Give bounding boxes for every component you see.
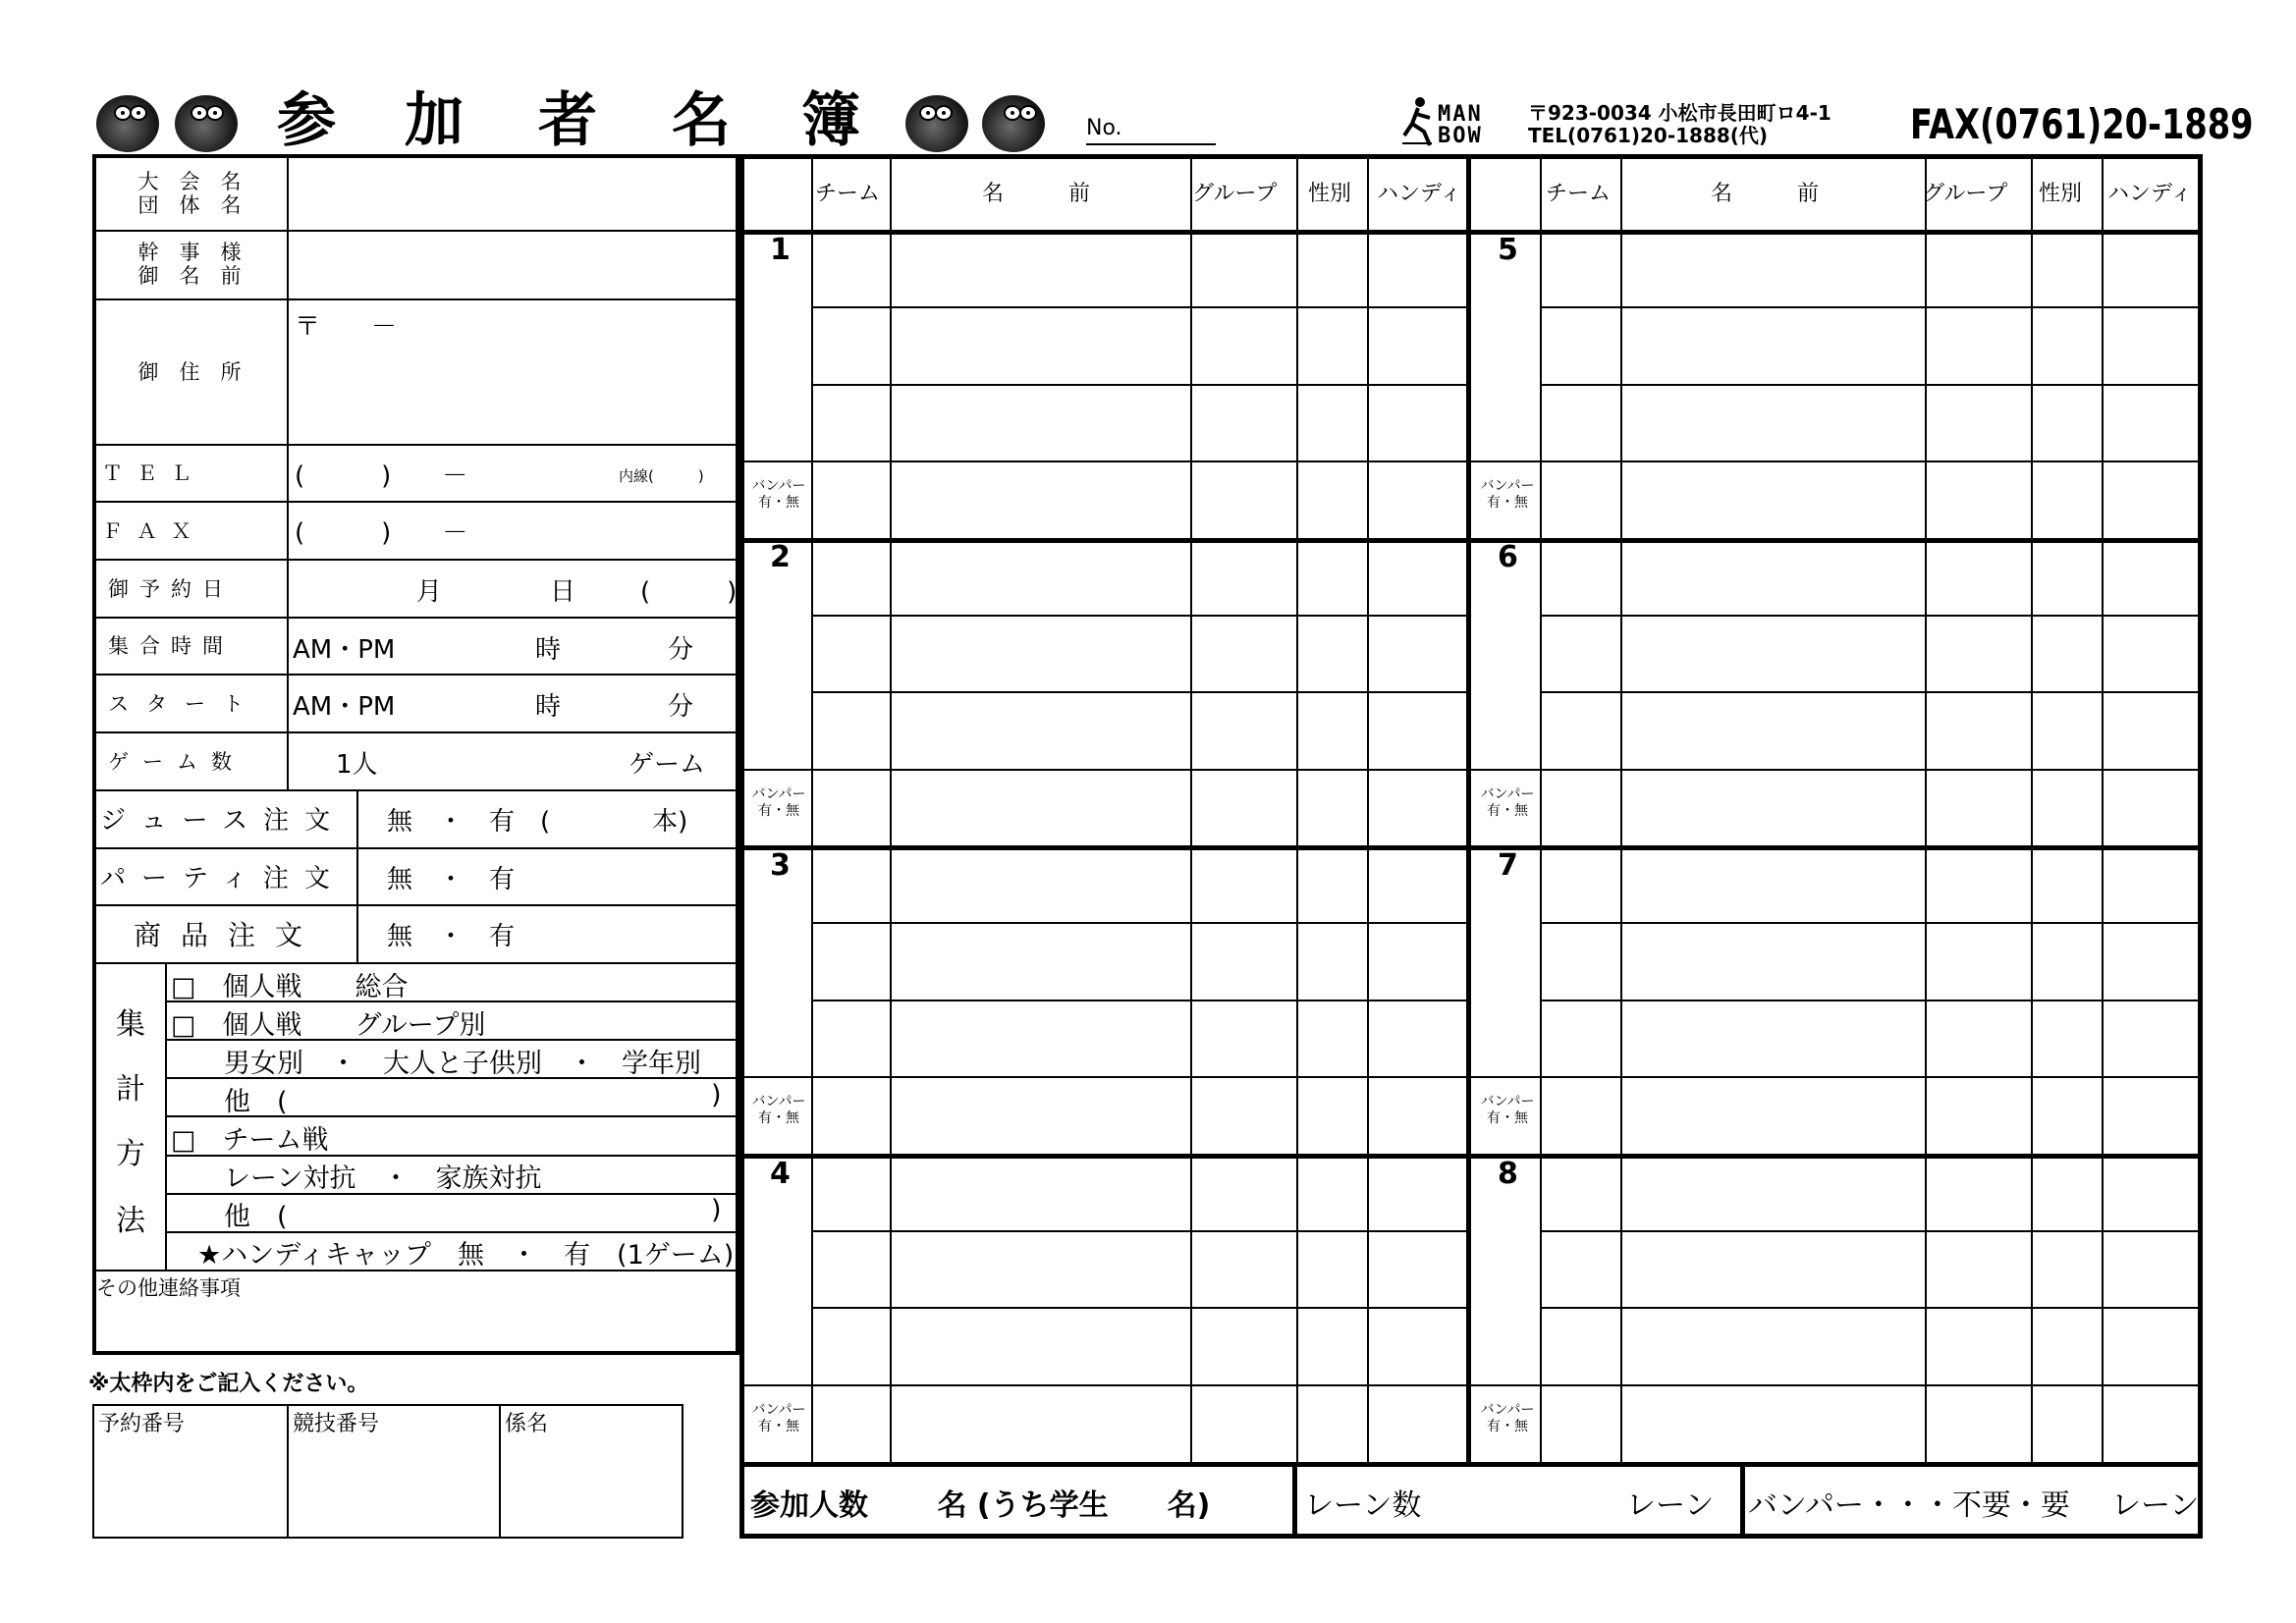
grid-rule [1466, 1076, 1540, 1078]
grid-rule [1466, 154, 1471, 1462]
start-ampm[interactable]: AM・PM [293, 692, 396, 722]
lane-number: 8 [1498, 1157, 1518, 1191]
bumper-option[interactable]: バンパー 有・無 [1480, 478, 1535, 511]
grid-rule [1740, 1462, 1745, 1539]
col-header-name: 名 前 [1711, 182, 1820, 206]
notes-field[interactable] [96, 1302, 735, 1351]
col-header-sex: 性別 [1308, 182, 1352, 206]
reservation-number-label: 予約番号 [98, 1412, 186, 1436]
shop-tel: TEL(0761)20-1888(代) [1528, 124, 1769, 147]
grid-rule [1292, 1462, 1297, 1539]
form-rule [92, 962, 739, 964]
juice-order-label: ジュース注文 [100, 806, 347, 836]
fax-label: ＦＡＸ [102, 518, 205, 543]
method-option[interactable]: □ 個人戦 総合 [171, 972, 409, 1002]
lane-number: 4 [770, 1157, 791, 1191]
staff-name-label: 係名 [505, 1412, 549, 1436]
start-hour[interactable]: 時 [535, 692, 562, 722]
reservation-month[interactable]: 月 [416, 577, 443, 607]
logo-text-top: MAN [1438, 102, 1483, 127]
mascot-ball-icon [96, 95, 159, 152]
logo-text-bottom: BOW [1438, 124, 1483, 148]
form-rule [165, 962, 167, 1270]
method-option[interactable]: 他 ( [171, 1087, 288, 1117]
gather-ampm[interactable]: AM・PM [293, 635, 396, 665]
col-header-sex: 性別 [2039, 182, 2083, 206]
form-rule [287, 1404, 289, 1539]
title-char: 加 [405, 86, 464, 155]
mascot-ball-icon [905, 95, 968, 152]
bumper-lane-unit: レーン [2111, 1488, 2200, 1523]
bumper-option[interactable]: バンパー 有・無 [1480, 1094, 1535, 1126]
participant-count[interactable]: 参加人数 名 (うち学生 名) [750, 1488, 1211, 1523]
grid-rule [1466, 769, 1540, 771]
bumper-option[interactable]: バンパー 有・無 [751, 1402, 806, 1434]
instruction-note: ※太枠内をご記入ください。 [88, 1372, 369, 1396]
organizer-name-label: 幹 事 様 御 名 前 [137, 241, 242, 288]
lane-number: 1 [770, 233, 791, 267]
fax-field[interactable]: ( ) － [295, 518, 468, 548]
method-close-paren: ) [711, 1195, 722, 1225]
shop-address: 〒923-0034 小松市長田町ロ4-1 [1528, 101, 1831, 125]
col-header-group: グループ [1923, 182, 2008, 206]
tel-field[interactable]: ( ) － [295, 461, 468, 491]
method-option[interactable]: □ 個人戦 グループ別 [171, 1010, 486, 1041]
grid-rule [739, 460, 811, 462]
form-number-label: No. [1086, 116, 1122, 140]
grid-rule [1190, 154, 1192, 1462]
lane-number: 3 [770, 848, 791, 883]
grid-rule [1466, 460, 1540, 462]
grid-rule [2102, 154, 2104, 1462]
col-header-handicap: ハンディ [2107, 182, 2193, 206]
lane-number: 5 [1498, 233, 1518, 267]
shop-fax: FAX(0761)20-1889 [1910, 100, 2254, 148]
grid-rule [739, 1076, 811, 1078]
tel-label: ＴＥＬ [102, 461, 205, 485]
goods-order-label: 商品注文 [134, 918, 323, 951]
game-count-unit: ゲーム [629, 750, 706, 780]
start-time-label: スタート [108, 691, 261, 716]
reservation-date-label: 御予約日 [108, 576, 234, 601]
col-header-team: チーム [1546, 182, 1612, 206]
party-order-choice[interactable]: 無 ・ 有 [387, 865, 516, 894]
method-label-char: 計 [116, 1072, 145, 1107]
notes-label: その他連絡事項 [96, 1276, 241, 1300]
goods-order-choice[interactable]: 無 ・ 有 [387, 922, 516, 951]
form-rule [499, 1404, 501, 1539]
reservation-day[interactable]: 日 [550, 577, 576, 607]
postal-code-field[interactable]: 〒 － [295, 312, 398, 342]
grid-rule [739, 230, 2203, 235]
col-header-name: 名 前 [982, 182, 1091, 206]
start-minute[interactable]: 分 [668, 692, 694, 722]
method-option[interactable]: レーン対抗 ・ 家族対抗 [171, 1163, 542, 1194]
lane-number: 2 [770, 540, 791, 574]
method-option[interactable]: 男女別 ・ 大人と子供別 ・ 学年別 [171, 1049, 701, 1079]
form-rule [356, 789, 358, 962]
bumper-option[interactable]: バンパー 有・無 [751, 478, 806, 511]
grid-rule [1367, 154, 1369, 1462]
lane-number: 6 [1498, 540, 1518, 574]
bowler-logo-icon [1402, 96, 1434, 147]
bumper-option[interactable]: バンパー 有・無 [1480, 1402, 1535, 1434]
address-label: 御 住 所 [137, 360, 242, 384]
col-header-group: グループ [1192, 182, 1278, 206]
bumper-option[interactable]: バンパー 有・無 [751, 1094, 806, 1126]
grid-rule [2031, 154, 2033, 1462]
lane-count-unit: レーン [1626, 1488, 1715, 1523]
event-name-label: 大 会 名 団 体 名 [137, 170, 242, 217]
party-order-label: パーティ注文 [100, 863, 346, 893]
grid-rule [1620, 154, 1622, 1462]
gather-time-label: 集合時間 [108, 634, 234, 658]
grid-rule [890, 154, 892, 1462]
title-char: 簿 [801, 86, 860, 155]
mascot-ball-icon [175, 95, 238, 152]
reservation-weekday[interactable]: ( ) [640, 577, 738, 607]
method-option[interactable]: □ チーム戦 [171, 1125, 329, 1156]
lane-count-label: レーン数 [1304, 1488, 1422, 1523]
method-option[interactable]: 他 ( [171, 1202, 288, 1232]
grid-rule [739, 769, 811, 771]
grid-rule [739, 1462, 2203, 1467]
form-rule [287, 154, 289, 789]
method-label-char: 方 [116, 1137, 145, 1171]
title-char: 参 [277, 86, 336, 155]
lane-number: 7 [1498, 848, 1518, 883]
mascot-ball-icon [982, 95, 1045, 152]
competition-number-label: 競技番号 [293, 1412, 380, 1436]
game-count-label: ゲーム数 [108, 749, 246, 774]
method-label-char: 法 [116, 1204, 145, 1238]
col-header-handicap: ハンディ [1377, 182, 1462, 206]
grid-rule [739, 538, 2203, 543]
form-number-line [1086, 143, 1216, 145]
grid-rule [1296, 154, 1298, 1462]
method-close-paren: ) [711, 1080, 722, 1110]
grid-rule [739, 1154, 2203, 1159]
title-char: 名 [672, 86, 731, 155]
gather-hour[interactable]: 時 [535, 635, 562, 665]
grid-rule [1466, 1384, 1540, 1386]
bumper-option[interactable]: バンパー 有・無 [751, 786, 806, 819]
tel-extension-field[interactable]: 内線( ) [619, 467, 704, 485]
bumper-option[interactable]: バンパー 有・無 [1480, 786, 1535, 819]
gather-minute[interactable]: 分 [668, 635, 694, 665]
game-count-per-person[interactable]: 1人 [336, 750, 378, 780]
title-char: 者 [538, 86, 597, 155]
juice-order-choice[interactable]: 無 ・ 有 ( 本) [387, 807, 688, 837]
handicap-option[interactable]: ★ハンディキャップ 無 ・ 有 (1ゲーム) [171, 1240, 735, 1271]
col-header-team: チーム [815, 182, 881, 206]
grid-rule [739, 1384, 811, 1386]
method-label-char: 集 [116, 1007, 145, 1042]
bumper-request[interactable]: バンパー・・・不要・要 [1748, 1488, 2070, 1523]
grid-rule [739, 845, 2203, 850]
grid-rule [1925, 154, 1927, 1462]
